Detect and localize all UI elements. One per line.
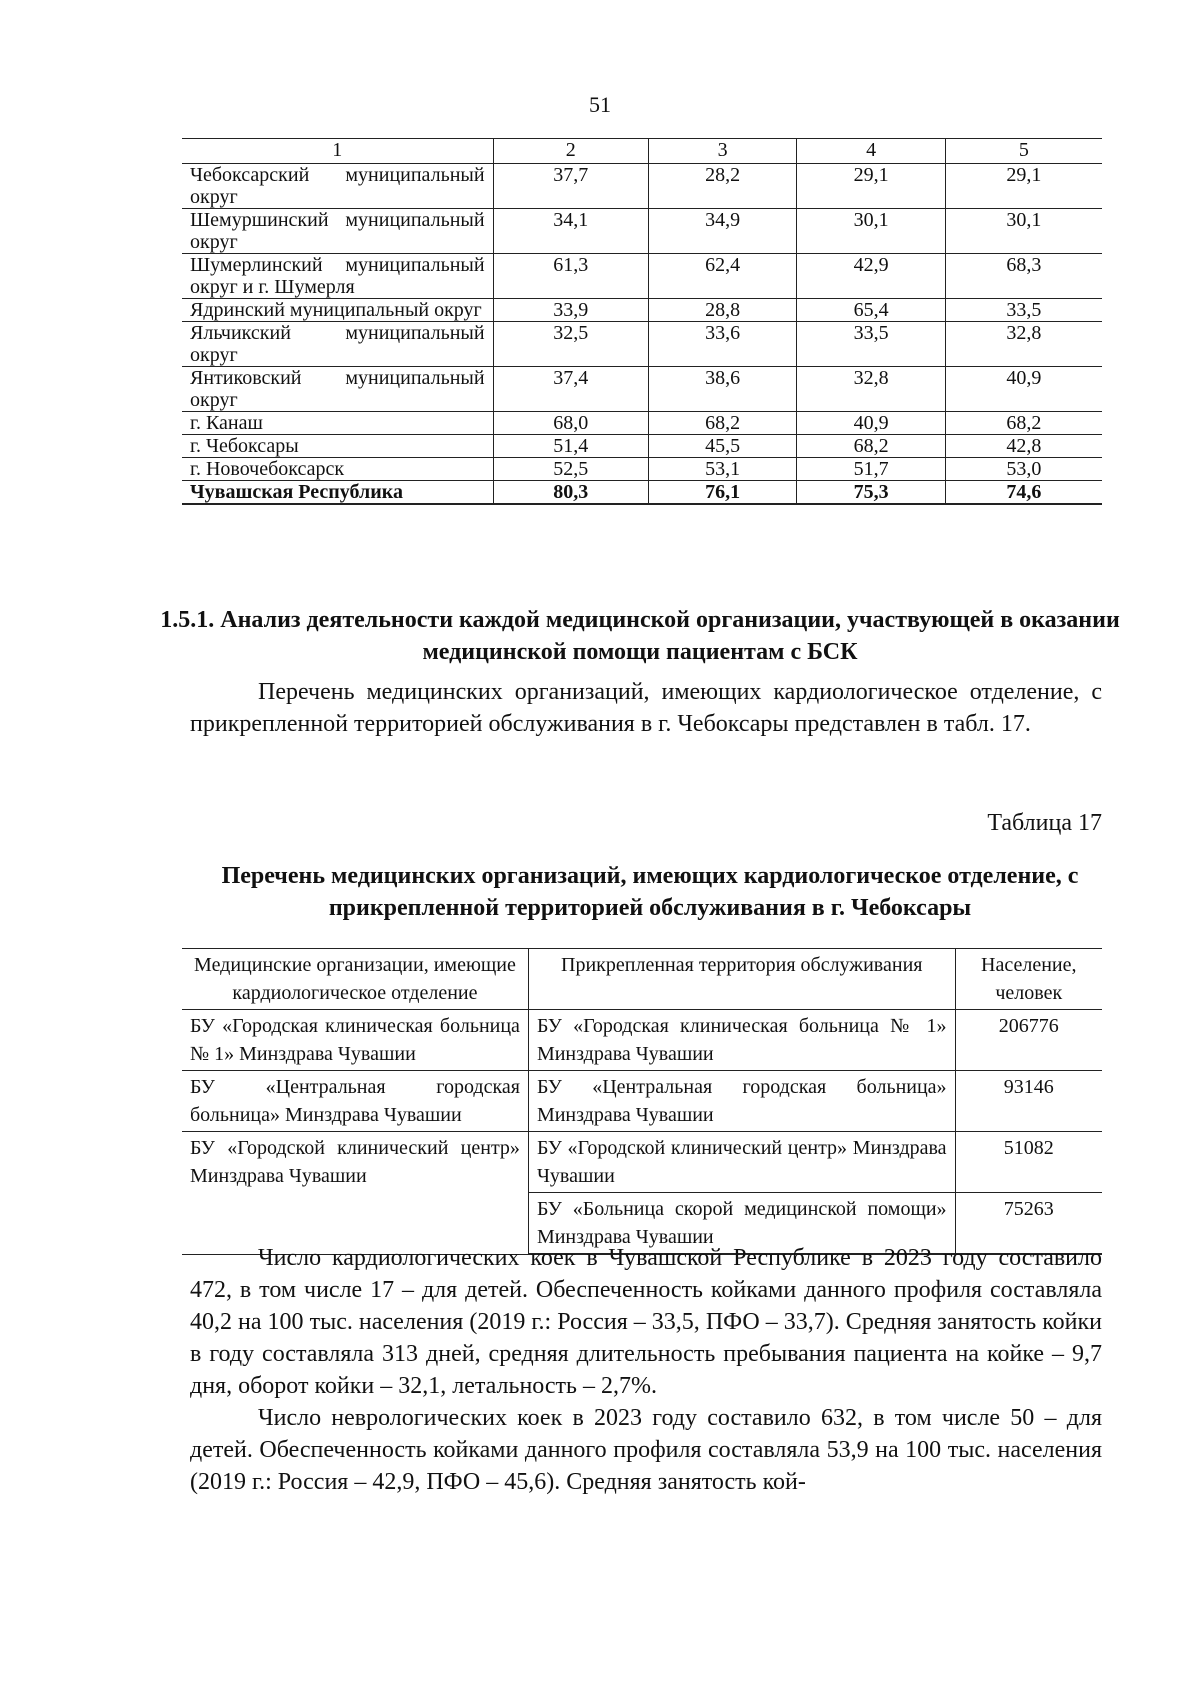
table-header-row bbox=[182, 949, 1102, 1010]
value-cell: 33,9 bbox=[493, 299, 648, 322]
table-row bbox=[182, 412, 1102, 435]
table-label: Таблица 17 bbox=[987, 810, 1102, 836]
value-cell: 53,0 bbox=[945, 458, 1102, 481]
value-cell: 34,1 bbox=[493, 209, 648, 254]
value-cell: 32,8 bbox=[797, 367, 945, 412]
header-cell: Прикрепленная территория обслуживания bbox=[528, 949, 955, 1010]
value-cell: 28,2 bbox=[648, 164, 796, 209]
value-cell: 80,3 bbox=[493, 481, 648, 505]
table-row bbox=[182, 254, 1102, 299]
population-cell: 51082 bbox=[955, 1132, 1102, 1193]
value-cell: 76,1 bbox=[648, 481, 796, 505]
table-row bbox=[182, 458, 1102, 481]
neuro-beds-text: Число неврологических коек в 2023 году составило 632, в том числе 50 – для детей. Обеспеченность койками данного профиля составляла 53,9 на 100 тыс. населения (2019 г.: Россия – 42,9, ПФО – 45,6). Средняя занятость кой- bbox=[190, 1405, 1102, 1495]
value-cell: 33,6 bbox=[648, 322, 796, 367]
value-cell: 68,2 bbox=[797, 435, 945, 458]
district-name-cell: г. Канаш bbox=[182, 412, 493, 435]
cardio-beds-paragraph bbox=[190, 1242, 1102, 1402]
value-cell: 33,5 bbox=[945, 299, 1102, 322]
territory-cell: БУ «Больница скорой медицинской помощи» Минздрава Чувашии bbox=[528, 1193, 955, 1255]
value-cell: 42,8 bbox=[945, 435, 1102, 458]
population-cell: 206776 bbox=[955, 1010, 1102, 1071]
value-cell: 38,6 bbox=[648, 367, 796, 412]
value-cell: 53,1 bbox=[648, 458, 796, 481]
intro-paragraph bbox=[190, 676, 1102, 740]
table-row bbox=[182, 1132, 1102, 1193]
district-indicator-table bbox=[182, 138, 1102, 505]
value-cell: 68,2 bbox=[648, 412, 796, 435]
intro-paragraph-text: Перечень медицинских организаций, имеющих кардиологическое отделение, с прикрепленной территорией обслуживания в г. Чебоксары представлен в табл. 17. bbox=[190, 679, 1102, 737]
header-cell: 2 bbox=[493, 139, 648, 164]
value-cell: 30,1 bbox=[945, 209, 1102, 254]
value-cell: 68,3 bbox=[945, 254, 1102, 299]
table-title: Перечень медицинских организаций, имеющих кардиологическое отделение, с прикрепленной территорией обслуживания в г. Чебоксары bbox=[221, 863, 1079, 921]
district-name-cell: Чебоксарский муниципальный округ bbox=[182, 164, 493, 209]
value-cell: 37,4 bbox=[493, 367, 648, 412]
organizations-table bbox=[182, 948, 1102, 1255]
table-row bbox=[182, 1010, 1102, 1071]
header-cell: Население, человек bbox=[955, 949, 1102, 1010]
district-name-cell: Яльчикский муниципальный округ bbox=[182, 322, 493, 367]
district-name-cell: Ядринский муниципальный округ bbox=[182, 299, 493, 322]
value-cell: 51,7 bbox=[797, 458, 945, 481]
value-cell: 65,4 bbox=[797, 299, 945, 322]
org-cell: БУ «Городская клиническая больница № 1» Минздрава Чувашии bbox=[182, 1010, 528, 1071]
value-cell: 29,1 bbox=[797, 164, 945, 209]
value-cell: 52,5 bbox=[493, 458, 648, 481]
value-cell: 40,9 bbox=[797, 412, 945, 435]
district-name-cell: г. Новочебоксарск bbox=[182, 458, 493, 481]
value-cell: 34,9 bbox=[648, 209, 796, 254]
neuro-beds-paragraph bbox=[190, 1402, 1102, 1498]
value-cell: 75,3 bbox=[797, 481, 945, 505]
value-cell: 30,1 bbox=[797, 209, 945, 254]
section-heading: 1.5.1. Анализ деятельности каждой медицинской организации, участвующей в оказании медицинской помощи пациентам с БСК bbox=[160, 607, 1120, 665]
district-name-cell: Чувашская Республика bbox=[182, 481, 493, 505]
district-name-cell: Янтиковский муниципальный округ bbox=[182, 367, 493, 412]
header-cell: 4 bbox=[797, 139, 945, 164]
value-cell: 42,9 bbox=[797, 254, 945, 299]
table-row bbox=[182, 322, 1102, 367]
value-cell: 32,8 bbox=[945, 322, 1102, 367]
value-cell: 37,7 bbox=[493, 164, 648, 209]
value-cell: 29,1 bbox=[945, 164, 1102, 209]
value-cell: 40,9 bbox=[945, 367, 1102, 412]
population-cell: 93146 bbox=[955, 1071, 1102, 1132]
district-name-cell: г. Чебоксары bbox=[182, 435, 493, 458]
value-cell: 45,5 bbox=[648, 435, 796, 458]
district-name-cell: Шумерлинский муниципальный округ и г. Шумерля bbox=[182, 254, 493, 299]
value-cell: 28,8 bbox=[648, 299, 796, 322]
territory-cell: БУ «Центральная городская больница» Минздрава Чувашии bbox=[528, 1071, 955, 1132]
value-cell: 33,5 bbox=[797, 322, 945, 367]
table-row bbox=[182, 299, 1102, 322]
header-cell: 1 bbox=[182, 139, 493, 164]
value-cell: 51,4 bbox=[493, 435, 648, 458]
total-row bbox=[182, 481, 1102, 505]
table-row bbox=[182, 367, 1102, 412]
value-cell: 61,3 bbox=[493, 254, 648, 299]
table-row bbox=[182, 1071, 1102, 1132]
header-cell: 3 bbox=[648, 139, 796, 164]
district-name-cell: Шемуршинский муниципальный округ bbox=[182, 209, 493, 254]
value-cell: 62,4 bbox=[648, 254, 796, 299]
org-cell: БУ «Городской клинический центр» Минздрава Чувашии bbox=[182, 1132, 528, 1255]
page-number: 51 bbox=[589, 92, 611, 117]
territory-cell: БУ «Городская клиническая больница № 1» Минздрава Чувашии bbox=[528, 1010, 955, 1071]
header-cell: 5 bbox=[945, 139, 1102, 164]
value-cell: 68,0 bbox=[493, 412, 648, 435]
value-cell: 74,6 bbox=[945, 481, 1102, 505]
cardio-beds-text: Число кардиологических коек в Чувашской Республике в 2023 году составило 472, в том числе 17 – для детей. Обеспеченность койками данного профиля составляла 40,2 на 100 тыс. населения (2019 г.: Россия – 33,5, ПФО – 33,7). Средняя занятость койки в году составляла 313 дней, средняя длительность пребывания пациента на койке – 9,7 дня, оборот койки – 32,1, летальность – 2,7%. bbox=[190, 1245, 1102, 1399]
header-cell: Медицинские организации, имеющие кардиологическое отделение bbox=[182, 949, 528, 1010]
population-cell: 75263 bbox=[955, 1193, 1102, 1255]
value-cell: 32,5 bbox=[493, 322, 648, 367]
territory-cell: БУ «Городской клинический центр» Минздрава Чувашии bbox=[528, 1132, 955, 1193]
table-row bbox=[182, 164, 1102, 209]
value-cell: 68,2 bbox=[945, 412, 1102, 435]
table-row bbox=[182, 209, 1102, 254]
org-cell: БУ «Центральная городская больница» Минздрава Чувашии bbox=[182, 1071, 528, 1132]
table-row bbox=[182, 435, 1102, 458]
table-header-row bbox=[182, 139, 1102, 164]
